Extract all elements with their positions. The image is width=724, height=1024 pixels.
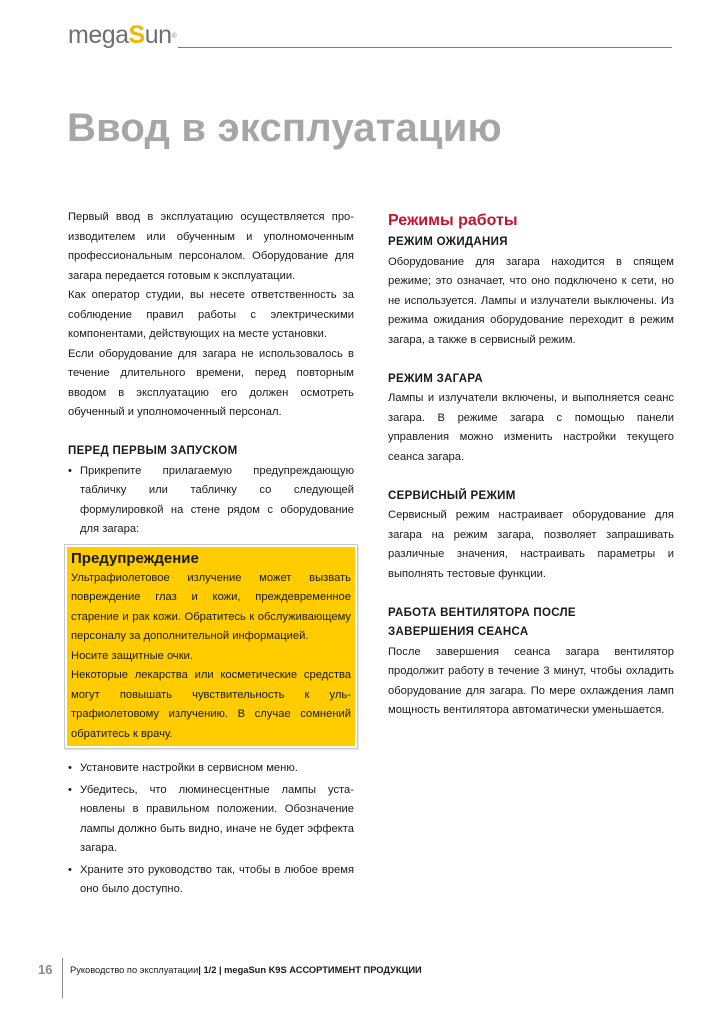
- bullet-icon: •: [68, 762, 72, 774]
- logo-prefix: mega: [68, 21, 129, 49]
- bullet-icon: •: [68, 783, 72, 796]
- bullet-icon: •: [68, 863, 72, 876]
- warning-text: Некоторые лекарства или косметические средства могут повышать чувствительность к ультрафиолетовому излучению. В случае сомнений обратитесь к врачу.: [71, 669, 351, 740]
- left-column: [68, 208, 354, 902]
- footer-rule: [62, 958, 63, 998]
- section-heading-fan: РАБОТА ВЕНТИЛЯТОРА ПОСЛЕ ЗАВЕРШЕНИЯ СЕАНСА: [388, 606, 576, 638]
- operating-modes-heading: Режимы работы: [388, 212, 518, 229]
- list-item: • Храните это руководство так, чтобы в любое время оно было доступно.: [68, 861, 354, 900]
- section-heading-tanning: РЕЖИМ ЗАГАРА: [388, 372, 483, 385]
- warning-box: [64, 544, 358, 750]
- warning-text: Ультрафиолетовое излучение может вызвать повреждение глаз и кожи, преждевременное старение и рак кожи. Обратитесь к обслуживающему персоналу за дополнительной информацией.: [71, 571, 351, 642]
- right-column: [388, 208, 674, 721]
- page-title: Ввод в эксплуатацию: [67, 106, 502, 150]
- section-heading-service: СЕРВИСНЫЙ РЕЖИМ: [388, 489, 516, 502]
- logo-suffix: un: [144, 21, 172, 49]
- page-number: 16: [38, 962, 53, 977]
- intro-paragraph: Первый ввод в эксплуатацию осуществляется производителем или обученным и уполномоченным профессиональным персоналом. Оборудование для загара передается готовым к эксплуатации.: [68, 211, 354, 282]
- bullet-list-after: [68, 759, 354, 900]
- footer-part: | 1/2 | megaSun K9S АССОРТИМЕНТ ПРОДУКЦИИ: [198, 965, 422, 975]
- warning-title: Предупреждение: [71, 549, 199, 567]
- warning-text: Носите защитные очки.: [71, 649, 194, 662]
- header-rule: [178, 47, 672, 48]
- list-item: • Прикрепите прилагаемую предупреждающую табличку или табличку со следующей формулировкой на стене рядом с оборудование для загара:: [68, 462, 354, 540]
- section-text-fan: После завершения сеанса загара вентилятор продолжит работу в течение 3 минут, чтобы охладить оборудование для загара. По мере охлаждения ламп мощность вентилятора автоматически уменьшается.: [388, 645, 674, 716]
- section-text-service: Сервисный режим настраивает оборудование для загара на режим загара, позволяет запрашивать различные значения, настраивать параметры и выполнять тестовые функции.: [388, 509, 674, 580]
- bullet-icon: •: [68, 464, 72, 477]
- warning-box-fill: [67, 547, 355, 747]
- section-text-standby: Оборудование для загара находится в спящем режиме; это означает, что оно подключено к сети, но не используется. Лампы и излучатели выключены. Из режима ожидания оборудование переходит в режим загара, а также в сервисный режим.: [388, 255, 674, 346]
- logo-sun-letter: S: [128, 21, 145, 49]
- intro-paragraph: Как оператор студии, вы несете ответственность за соблюдение правил работы с электрическими компонентами, действующих на месте установки.: [68, 289, 354, 340]
- section-heading-standby: РЕЖИМ ОЖИДАНИЯ: [388, 236, 508, 248]
- bullet-list-before: [68, 462, 354, 540]
- footer-doc-name: Руководство по эксплуатации: [70, 965, 199, 975]
- section-heading-before-first-start: ПЕРЕД ПЕРВЫМ ЗАПУСКОМ: [68, 445, 238, 457]
- registered-mark: ®: [171, 33, 177, 40]
- footer-text: [70, 965, 422, 975]
- megasun-logo: [68, 20, 176, 50]
- intro-paragraph: Если оборудование для загара не использовалось в течение длительного времени, перед повторным вводом в эксплуатацию его должен осмотреть обученный и уполномоченный персонал.: [68, 347, 354, 418]
- section-text-tanning: Лампы и излучатели включены, и выполняется сеанс загара. В режиме загара с помощью панели управления можно изменить настройки текущего сеанса загара.: [388, 392, 674, 463]
- list-item: • Установите настройки в сервисном меню.: [68, 759, 354, 779]
- list-item: • Убедитесь, что люминесцентные лампы установлены в правильном положении. Обозначение лампы должно быть видно, иначе не будет эффекта загара.: [68, 781, 354, 859]
